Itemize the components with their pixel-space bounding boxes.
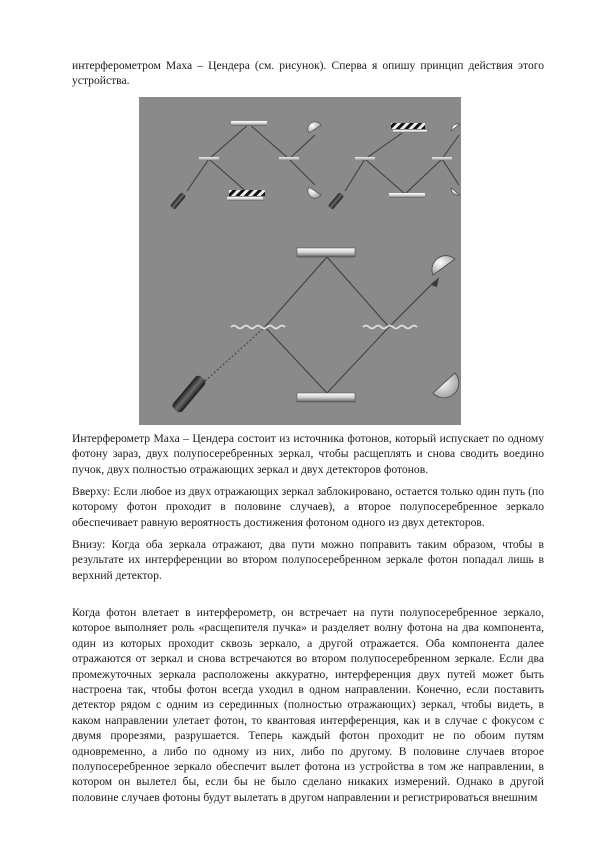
mach-zehnder-figure xyxy=(139,97,461,425)
detector-upper-icon xyxy=(432,256,455,275)
detector-lower-icon xyxy=(308,187,321,198)
large-interferometer xyxy=(171,248,459,414)
full-mirror-bottom-icon xyxy=(227,197,263,201)
detector-upper-icon xyxy=(308,122,321,133)
interferometer-diagram xyxy=(139,97,461,425)
small-interferometer-right xyxy=(328,123,460,210)
detector-lower-icon xyxy=(451,188,460,195)
detector-lower-icon xyxy=(433,373,459,398)
photon-source-icon xyxy=(171,374,207,414)
half-mirror-icon xyxy=(432,157,452,160)
body-paragraph: Когда фотон влетает в интерферометр, он встречает на пути полупосеребренное зеркало, которое выполняет роль «расщепителя пучка» и разделяет волну фотона на два компонента, один из которых проходит сквозь зеркало, а другой отражается. Оба компонента далее отражаются от зеркал и снова встречаются во втором полупосеребренном зеркале. Если два промежуточных зеркала расположены аккуратно, интерференция двух путей может быть настроена так, чтобы фотон всегда уходил в одном направлении. Конечно, если поставить детектор рядом с одним из серединных (полностью отражающих) зеркал, чтобы видеть, в каком направлении улетает фотон, то квантовая интерференция, как и в случае с фокусом с двумя прорезями, разрушается. Теперь каждый фотон проходит не по обоим путям одновременно, а либо по одному из них, либо по другому. В половине случаев второе полупосеребренное зеркало обеспечит вылет фотона из устройства в том же направлении, в котором он вылетел бы, если бы не было сделано никаких измерений. Однако в другой половине случаев фотоны будут вылетать в другом направлении и регистрироваться внешним xyxy=(72,606,544,804)
beam-arrow-icon xyxy=(431,277,439,287)
full-mirror-top-icon xyxy=(231,121,267,126)
caption-bottom: Внизу: Когда оба зеркала отражают, два пути можно поправить таким образом, чтобы в результате их интерференции во втором полупосеребренном зеркале фотон попадал лишь в верхний детектор. xyxy=(72,538,544,582)
caption-main: Интерферометр Маха – Цендера состоит из источника фотонов, который испускает по одному фотону зараз, двух полупосеребренных зеркал, чтобы расщеплять и снова сводить воедино пучок, двух полностью отражающих зеркал и двух детекторов фотонов. xyxy=(72,432,544,476)
full-mirror-top-icon xyxy=(297,248,355,257)
small-interferometer-left xyxy=(170,121,321,210)
intro-paragraph: интерферометром Маха – Цендера (см. рисунок). Сперва я опишу принцип действия этого устройства. xyxy=(72,59,544,88)
detector-upper-icon xyxy=(451,124,460,131)
half-mirror-wave-icon xyxy=(363,326,417,329)
photon-source-icon xyxy=(170,192,186,210)
full-mirror-bottom-icon xyxy=(297,393,355,402)
half-mirror-wave-icon xyxy=(231,326,285,329)
blocked-mirror-icon xyxy=(391,123,425,129)
half-mirror-icon xyxy=(279,157,299,160)
photon-source-icon xyxy=(328,192,344,210)
half-mirror-icon xyxy=(199,157,219,160)
half-mirror-icon xyxy=(355,157,375,160)
full-mirror-top-icon xyxy=(393,130,427,133)
blocked-mirror-icon xyxy=(229,190,265,196)
full-mirror-bottom-icon xyxy=(389,193,425,198)
caption-top: Вверху: Если любое из двух отражающих зеркал заблокировано, остается только один путь (по которому фотон проходит в половине случаев), а второе полупосеребренное зеркало обеспечивает равную вероятность достижения фотоном одного из двух детекторов. xyxy=(72,485,544,529)
